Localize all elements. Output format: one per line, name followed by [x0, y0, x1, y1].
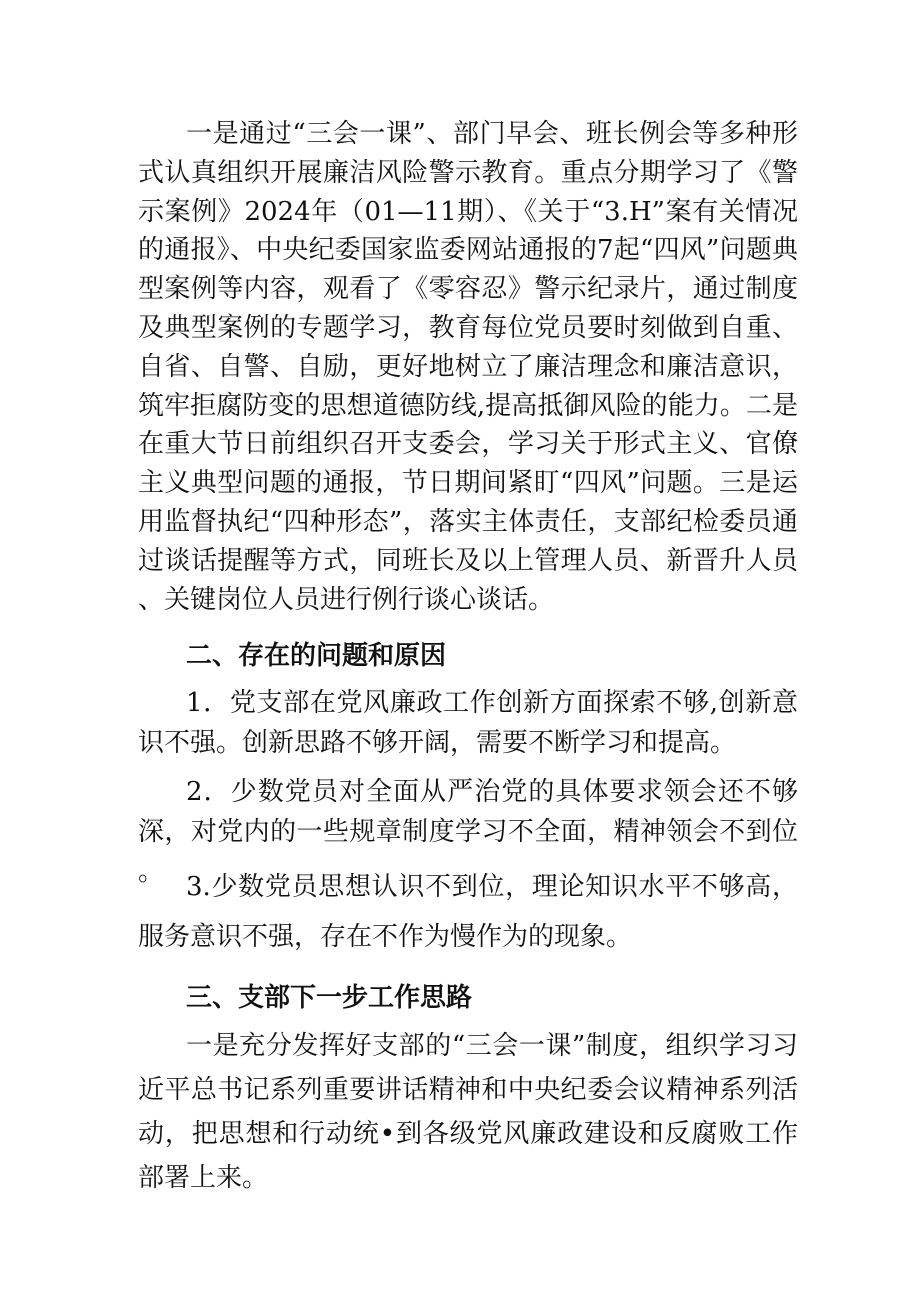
paragraph-problem-3: 3.少数党员思想认识不到位，理论知识水平不够高，服务意识不强，存在不作为慢作为的现象。	[138, 872, 798, 952]
paragraph-next-step-1: 一是充分发挥好支部的“三会一课”制度，组织学习习近平总书记系列重要讲话精神和中央纪委会议精神系列活动，把思想和行动统•到各级党风廉政建设和反腐败工作部署上来。	[138, 1031, 798, 1193]
paragraph-warning-education: 一是通过“三会一课”、部门早会、班长例会等多种形式认真组织开展廉洁风险警示教育。重点分期学习了《警示案例》2024年（01—11期）、《关于“3.H”案有关情况的通报》、中央纪委国家监委网站通报的7起“四风”问题典型案例等内容，观看了《零容忍》警示纪录片，通过制度及典型案例的专题学习，教育每位党员要时刻做到自重、自省、自警、自励，更好地树立了廉洁理念和廉洁意识，筑牢拒腐防变的思想道德防线,提高抵御风险的能力。二是在重大节日前组织召开支委会，学习关于形式主义、官僚主义典型问题的通报，节日期间紧盯“四风”问题。三是运用监督执纪“四种形态”，落实主体责任，支部纪检委员通过谈话提醒等方式，同班长及以上管理人员、新晋升人员、关键岗位人员进行例行谈心谈话。	[138, 119, 798, 615]
paragraph-problem-1: 1．党支部在党风廉政工作创新方面探索不够,创新意识不强。创新思路不够开阔，需要不断学习和提高。	[138, 688, 798, 758]
section-heading-problems: 二、存在的问题和原因	[186, 641, 447, 671]
paragraph-problem-2: 2．少数党员对全面从严治党的具体要求领会还不够深，对党内的一些规章制度学习不全面，精神领会不到位。	[138, 777, 798, 887]
section-heading-next-steps: 三、支部下一步工作思路	[186, 983, 473, 1013]
